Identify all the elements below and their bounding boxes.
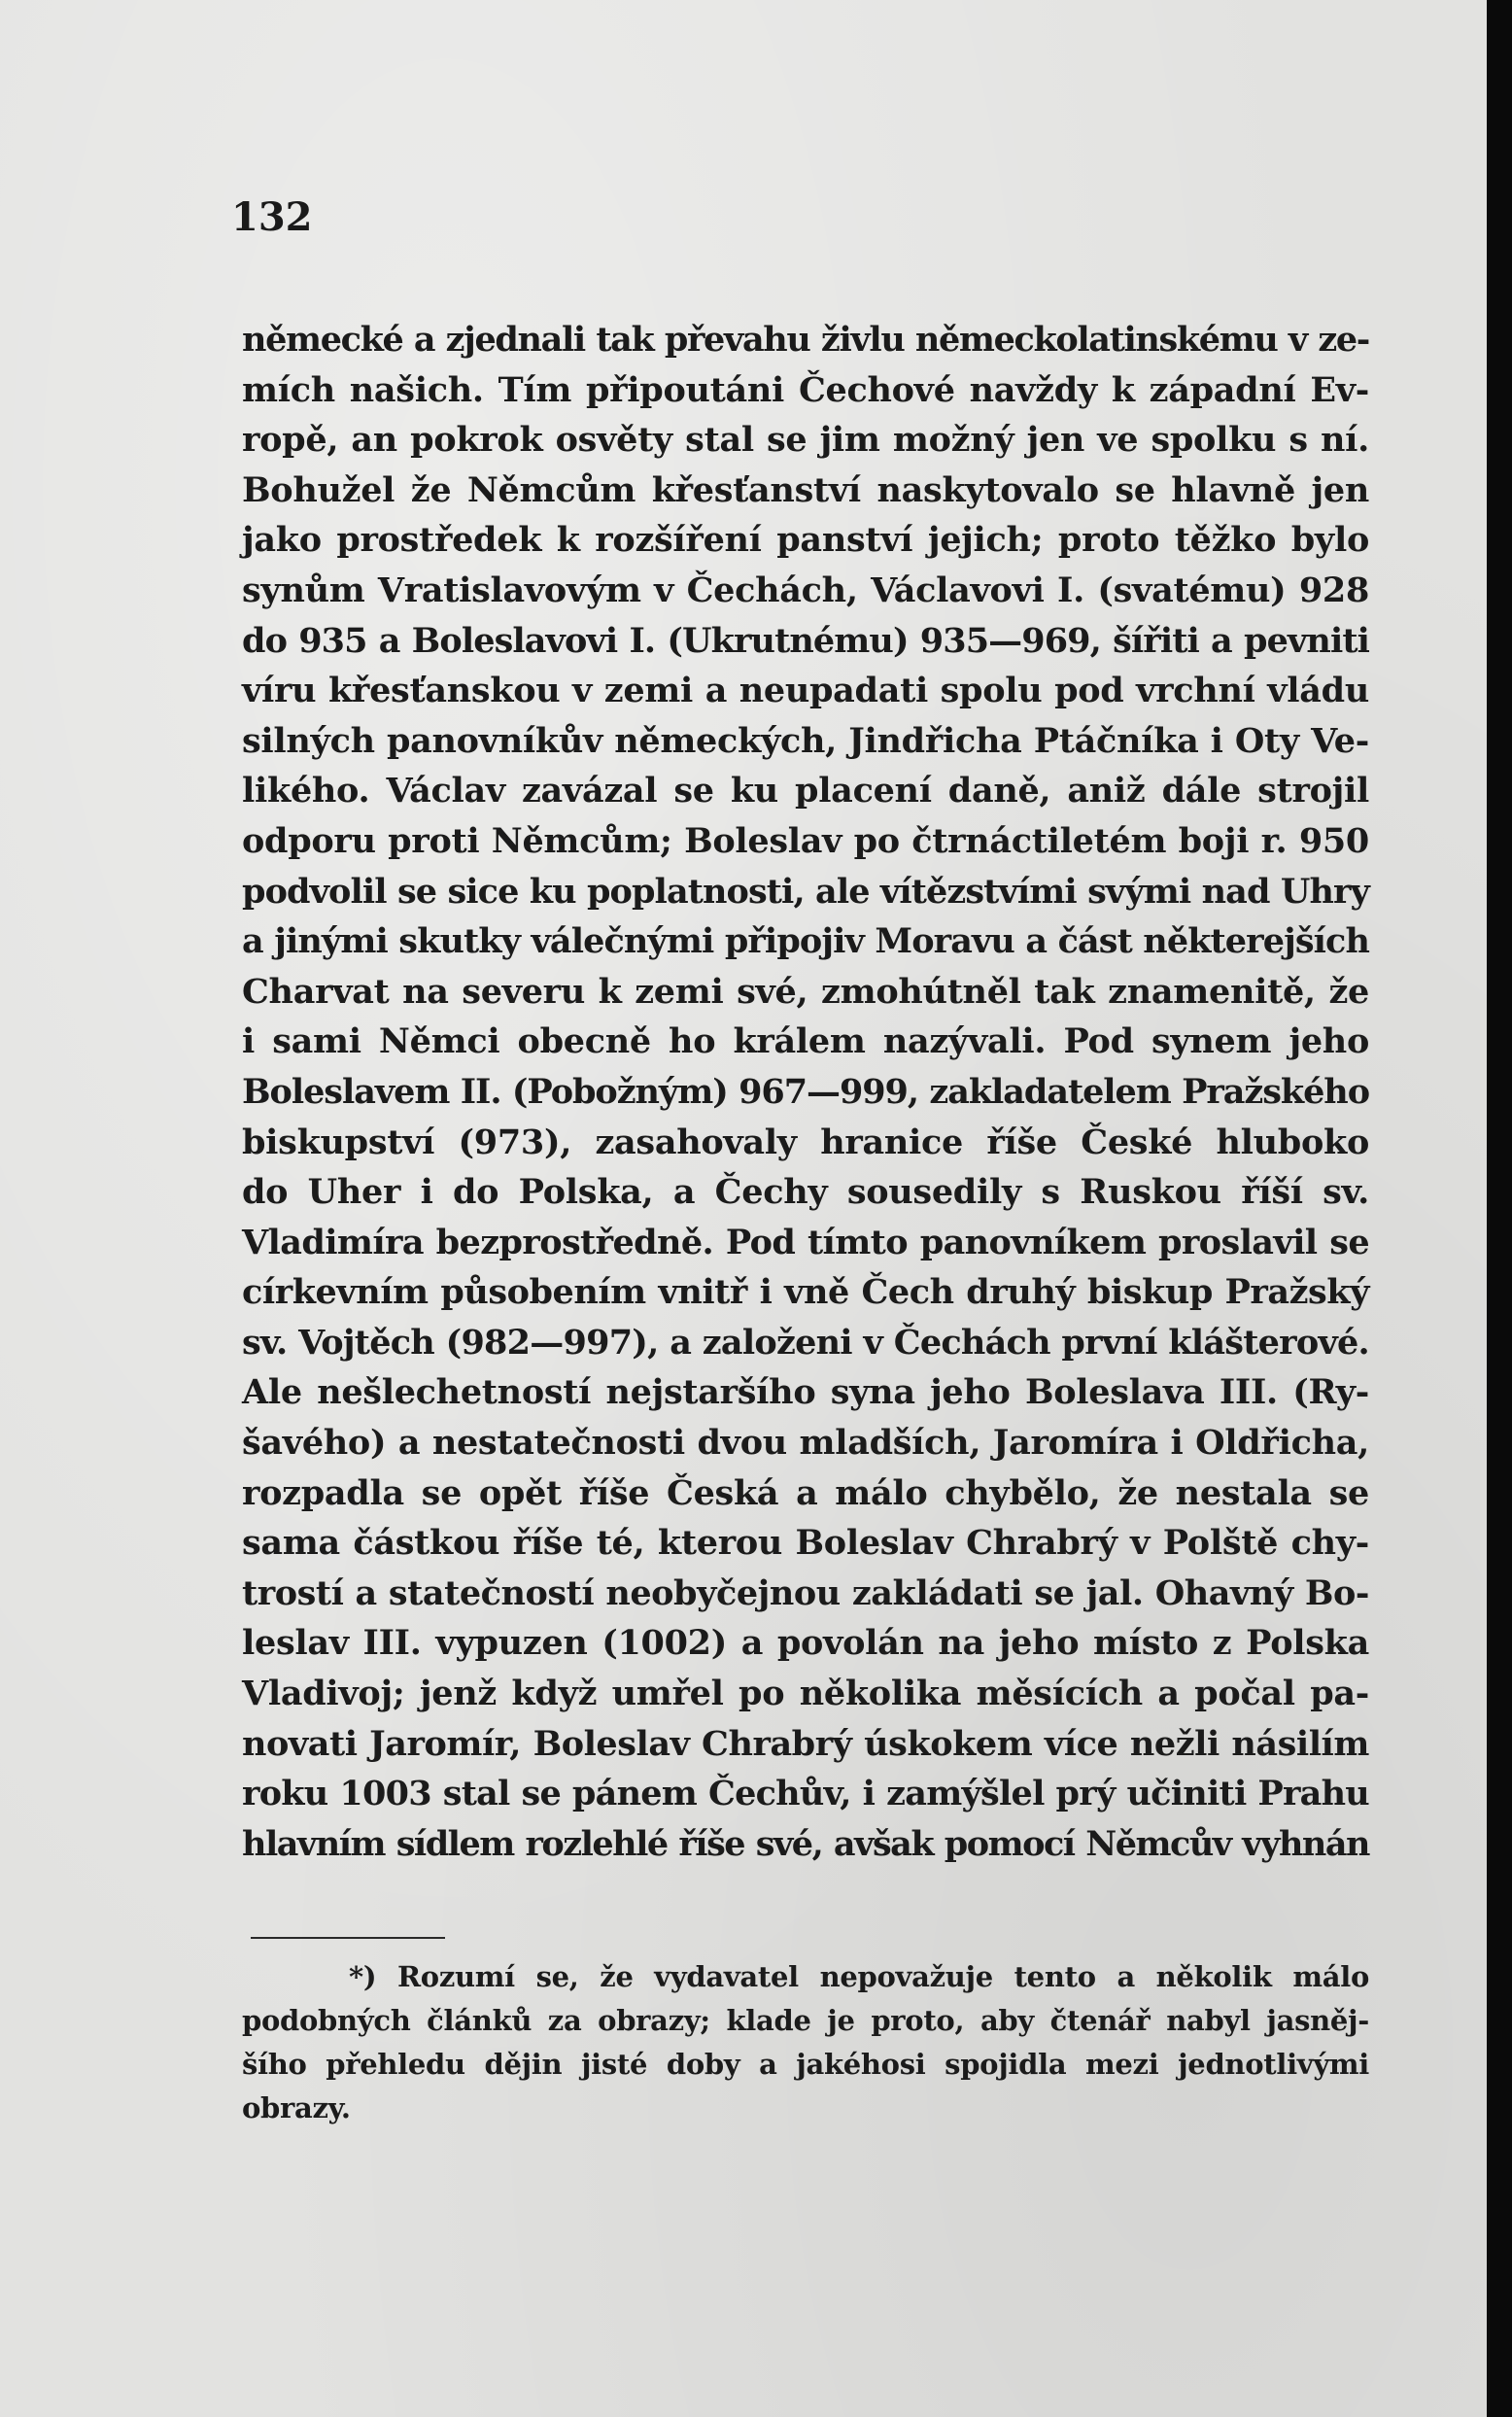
text-line: církevním působením vnitř i vně Čech druhý biskup Pražský xyxy=(242,1272,1369,1313)
footnote-line: podobných článků za obrazy; klade je proto, aby čtenář nabyl jasněj- xyxy=(242,2004,1369,2037)
text-line: Vladimíra bezprostředně. Pod tímto panovníkem proslavil se xyxy=(242,1222,1369,1262)
text-line: Charvat na severu k zemi své, zmohútněl tak znamenitě, že xyxy=(242,971,1369,1012)
text-line: a jinými skutky válečnými připojiv Moravu a část některejších xyxy=(242,921,1369,962)
text-line: jako prostředek k rozšíření panství jejich; proto těžko bylo xyxy=(242,520,1369,561)
text-line: synům Vratislavovým v Čechách, Václavovi I. (svatému) 928 xyxy=(242,570,1369,610)
footnote-line: *) Rozumí se, že vydavatel nepovažuje tento a několik málo xyxy=(349,1960,1369,1993)
text-line: sv. Vojtěch (982—997), a založeni v Čechách první klášterové. xyxy=(242,1322,1369,1363)
text-line: biskupství (973), zasahovaly hranice říše České hluboko xyxy=(242,1122,1369,1162)
text-line: ropě, an pokrok osvěty stal se jim možný jen ve spolku s ní. xyxy=(242,420,1369,461)
text-line: víru křesťanskou v zemi a neupadati spolu pod vrchní vládu xyxy=(242,671,1369,711)
text-line: do 935 a Boleslavovi I. (Ukrutnému) 935—969, šířiti a pevniti xyxy=(242,620,1369,661)
text-line: Vladivoj; jenž když umřel po několika měsících a počal pa- xyxy=(242,1674,1369,1714)
footnote-divider xyxy=(251,1937,445,1939)
text-line: do Uher i do Polska, a Čechy sousedily s Ruskou říší sv. xyxy=(242,1172,1369,1213)
text-line: likého. Václav zavázal se ku placení daně, aniž dále strojil xyxy=(242,771,1369,811)
text-line: i sami Němci obecně ho králem nazývali. Pod synem jeho xyxy=(242,1021,1369,1062)
text-line: Bohužel že Němcům křesťanství naskytovalo se hlavně jen xyxy=(242,469,1369,510)
text-line: silných panovníkův německých, Jindřicha Ptáčníka i Oty Ve- xyxy=(242,720,1369,761)
text-line: šavého) a nestatečnosti dvou mladších, Jaromíra i Oldřicha, xyxy=(242,1423,1369,1464)
text-line: německé a zjednali tak převahu živlu německolatinskému v ze- xyxy=(242,320,1369,360)
text-line: mích našich. Tím připoutáni Čechové navždy k západní Ev- xyxy=(242,369,1369,410)
text-line: rozpadla se opět říše Česká a málo chybělo, že nestala se xyxy=(242,1472,1369,1513)
scan-border-right xyxy=(1487,0,1512,2417)
footnote-line: obrazy. xyxy=(242,2091,351,2124)
text-line: Boleslavem II. (Pobožným) 967—999, zakladatelem Pražského xyxy=(242,1071,1369,1112)
text-line: novati Jaromír, Boleslav Chrabrý úskokem více nežli násilím xyxy=(242,1723,1369,1764)
text-line: sama částkou říše té, kterou Boleslav Chrabrý v Polště chy- xyxy=(242,1523,1369,1564)
text-line: podvolil se sice ku poplatnosti, ale vítězstvími svými nad Uhry xyxy=(242,871,1369,912)
page-number: 132 xyxy=(231,194,313,240)
text-line: odporu proti Němcům; Boleslav po čtrnáctiletém boji r. 950 xyxy=(242,820,1369,861)
text-line: roku 1003 stal se pánem Čechův, i zamýšlel prý učiniti Prahu xyxy=(242,1774,1369,1814)
footnote-line: šího přehledu dějin jisté doby a jakéhosi spojidla mezi jednotlivými xyxy=(242,2048,1369,2081)
text-line: trostí a statečností neobyčejnou zakládati se jal. Ohavný Bo- xyxy=(242,1572,1369,1613)
text-line: Ale nešlechetností nejstaršího syna jeho Boleslava III. (Ry- xyxy=(242,1372,1369,1413)
text-line: leslav III. vypuzen (1002) a povolán na jeho místo z Polska xyxy=(242,1623,1369,1664)
body-text xyxy=(242,315,1369,1869)
text-line: hlavním sídlem rozlehlé říše své, avšak pomocí Němcův vyhnán xyxy=(242,1823,1369,1864)
footnote xyxy=(242,1955,1369,2130)
